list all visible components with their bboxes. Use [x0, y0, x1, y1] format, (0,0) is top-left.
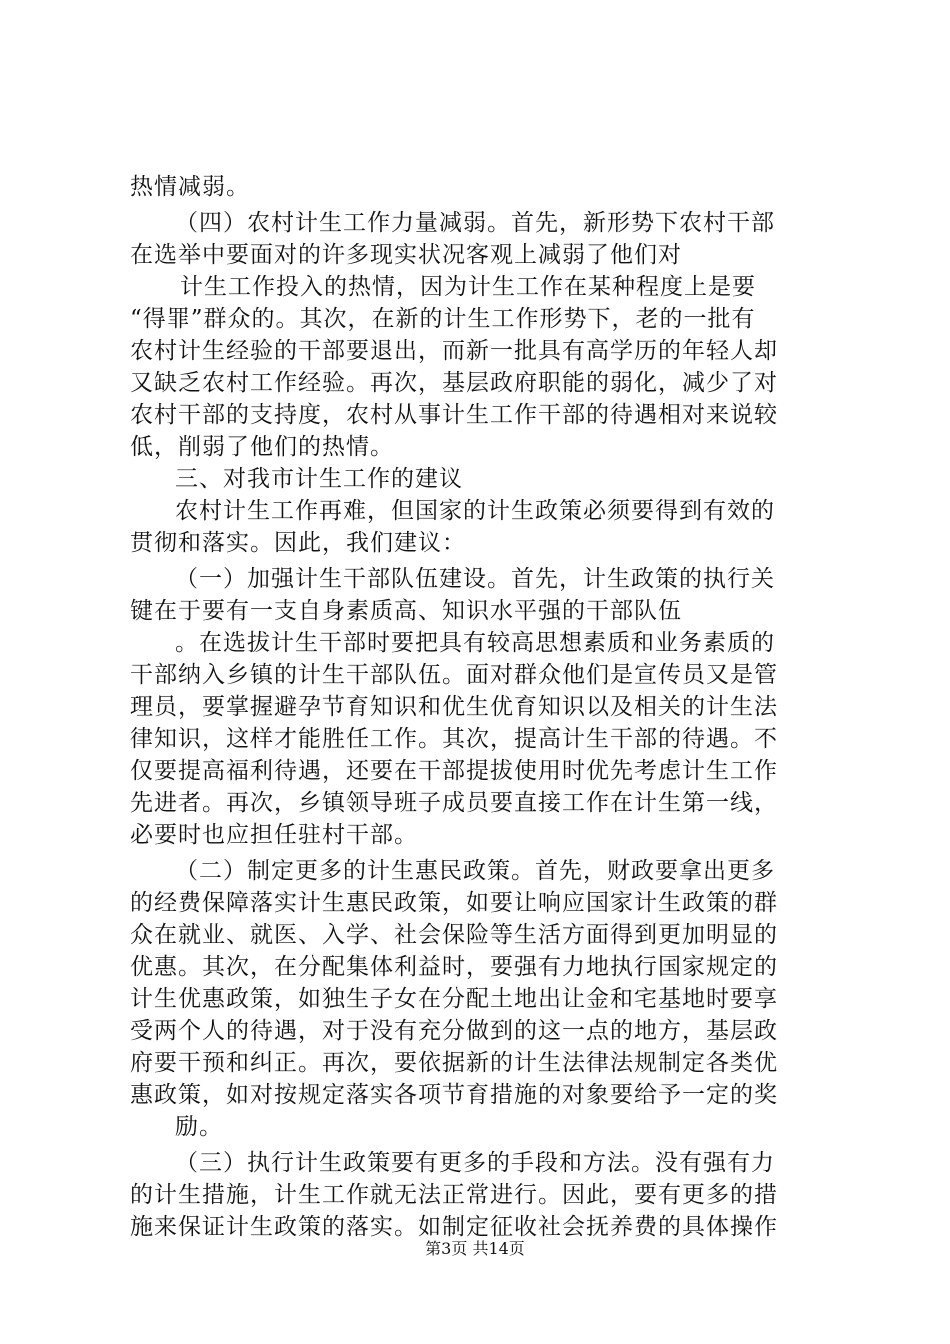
- text-line: 仅要提高福利待遇，还要在干部提拔使用时优先考虑计生工作: [130, 758, 778, 784]
- text-line: 热情减弱。: [130, 174, 250, 200]
- text-line: 键在于要有一支自身素质高、知识水平强的干部队伍: [130, 598, 682, 624]
- text-line: 低，削弱了他们的热情。: [130, 434, 394, 460]
- text-line: （三）执行计生政策要有更多的手段和方法。没有强有力: [175, 1150, 775, 1176]
- text-line: 众在就业、就医、入学、社会保险等生活方面得到更加明显的: [130, 922, 778, 948]
- text-line: 优惠。其次，在分配集体利益时，要强有力地执行国家规定的: [130, 954, 778, 980]
- text-line: 受两个人的待遇，对于没有充分做到的这一点的地方，基层政: [130, 1018, 778, 1044]
- text-line: 施来保证计生政策的落实。如制定征收社会抚养费的具体操作: [130, 1214, 778, 1240]
- text-line: 计生优惠政策，如独生子女在分配土地出让金和宅基地时要享: [130, 986, 778, 1012]
- text-line: （一）加强计生干部队伍建设。首先，计生政策的执行关: [175, 566, 775, 592]
- text-line: 惠政策，如对按规定落实各项节育措施的对象要给予一定的奖: [130, 1082, 778, 1108]
- page-number: 第3页 共14页: [425, 1239, 525, 1258]
- text-line: 农村计生工作再难，但国家的计生政策必须要得到有效的: [175, 498, 775, 524]
- text-line: 贯彻和落实。因此，我们建议：: [130, 530, 466, 556]
- text-line: （四）农村计生工作力量减弱。首先，新形势下农村干部: [175, 210, 775, 236]
- text-line: 计生工作投入的热情，因为计生工作在某种程度上是要: [180, 274, 756, 300]
- text-line: 励。: [175, 1114, 223, 1140]
- text-line: 农村计生经验的干部要退出，而新一批具有高学历的年轻人却: [130, 338, 778, 364]
- text-line: 。在选拔计生干部时要把具有较高思想素质和业务素质的: [175, 630, 775, 656]
- text-line: 府要干预和纠正。再次，要依据新的计生法律法规制定各类优: [130, 1050, 778, 1076]
- text-line: 的经费保障落实计生惠民政策，如要让响应国家计生政策的群: [130, 890, 778, 916]
- text-line: “得罪”群众的。其次，在新的计生工作形势下，老的一批有: [130, 306, 756, 332]
- text-line: 干部纳入乡镇的计生干部队伍。面对群众他们是宣传员又是管: [130, 662, 778, 688]
- text-line: 农村干部的支持度，农村从事计生工作干部的待遇相对来说较: [130, 402, 778, 428]
- text-line: 先进者。再次，乡镇领导班子成员要直接工作在计生第一线，: [130, 790, 778, 816]
- text-line: 的计生措施，计生工作就无法正常进行。因此，要有更多的措: [130, 1182, 778, 1208]
- text-line: 必要时也应担任驻村干部。: [130, 822, 418, 848]
- text-line: 在选举中要面对的许多现实状况客观上减弱了他们对: [130, 242, 682, 268]
- text-line: （二）制定更多的计生惠民政策。首先，财政要拿出更多: [175, 858, 775, 884]
- section-heading: 三、对我市计生工作的建议: [175, 466, 463, 492]
- text-line: 理员，要掌握避孕节育知识和优生优育知识以及相关的计生法: [130, 694, 778, 720]
- text-line: 律知识，这样才能胜任工作。其次，提高计生干部的待遇。不: [130, 726, 778, 752]
- text-line: 又缺乏农村工作经验。再次，基层政府职能的弱化，减少了对: [130, 370, 778, 396]
